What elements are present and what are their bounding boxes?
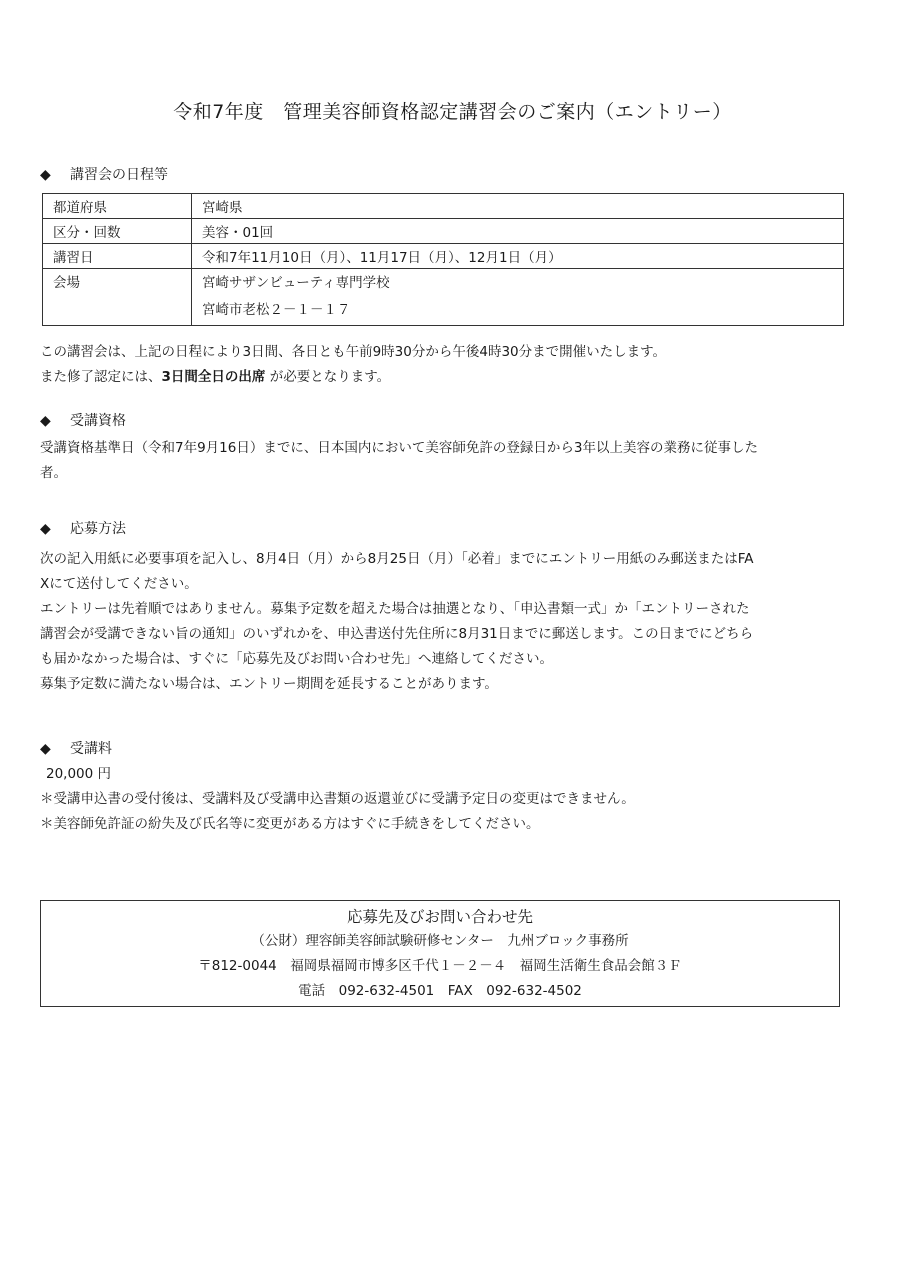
schedule-heading-text: 講習会の日程等 xyxy=(70,167,168,183)
table-value: 宮崎県 xyxy=(192,194,844,219)
contact-title: 応募先及びお問い合わせ先 xyxy=(346,908,533,926)
table-value: 令和7年11月10日（月）、11月17日（月）、12月1日（月） xyxy=(192,244,844,269)
contact-address: 〒812-0044 福岡県福岡市博多区千代１－２－４ 福岡生活衛生食品会館３Ｆ xyxy=(198,958,682,974)
schedule-note-2: また修了認定には、3日間全日の出席 が必要となります。 xyxy=(40,369,391,385)
schedule-heading xyxy=(40,164,168,184)
table-label: 講習日 xyxy=(43,244,192,269)
qualification-line-1: 受講資格基準日（令和7年9月16日）までに、日本国内において美容師免許の登録日から3年以上美容の業務に従事した xyxy=(40,440,758,456)
fee-heading-text: 受講料 xyxy=(70,741,112,757)
application-heading xyxy=(40,518,126,538)
venue-address: 宮崎市老松２－１－１７ xyxy=(202,302,351,318)
contact-phone: 電話 092-632-4501 FAX 092-632-4502 xyxy=(298,983,582,999)
table-row xyxy=(43,269,844,326)
schedule-notes xyxy=(40,340,850,390)
table-label: 会場 xyxy=(43,269,192,326)
diamond-bullet-icon: ◆ xyxy=(40,167,51,183)
diamond-bullet-icon: ◆ xyxy=(40,413,51,429)
fee-note: ＊受講申込書の受付後は、受講料及び受講申込書類の返還並びに受講予定日の変更はできません。 xyxy=(40,791,635,807)
page-title: 令和7年度 管理美容師資格認定講習会のご案内（エントリー） xyxy=(173,101,732,123)
schedule-note-1: この講習会は、上記の日程により3日間、各日とも午前9時30分から午後4時30分まで開催いたします。 xyxy=(40,344,667,360)
schedule-table xyxy=(42,193,844,326)
venue-cell xyxy=(192,269,844,326)
fee-text xyxy=(40,762,850,837)
application-line: 講習会が受講できない旨の通知」のいずれかを、申込書送付先住所に8月31日までに郵送します。この日までにどちら xyxy=(40,626,754,642)
application-line: エントリーは先着順ではありません。募集予定数を超えた場合は抽選となり、「申込書類一式」か「エントリーされた xyxy=(40,601,750,617)
table-row xyxy=(43,219,844,244)
table-label: 区分・回数 xyxy=(43,219,192,244)
application-line: も届かなかった場合は、すぐに「応募先及びお問い合わせ先」へ連絡してください。 xyxy=(40,651,553,667)
attendance-requirement: 3日間全日の出席 xyxy=(161,369,266,385)
table-row xyxy=(43,194,844,219)
diamond-bullet-icon: ◆ xyxy=(40,521,51,537)
qualification-heading-text: 受講資格 xyxy=(70,413,126,429)
application-heading-text: 応募方法 xyxy=(70,521,126,537)
table-value: 美容・01回 xyxy=(192,219,844,244)
diamond-bullet-icon: ◆ xyxy=(40,741,51,757)
qualification-heading xyxy=(40,410,126,430)
venue-name: 宮崎サザンビューティ専門学校 xyxy=(202,275,390,291)
application-line: 次の記入用紙に必要事項を記入し、8月4日（月）から8月25日（月）「必着」までにエントリー用紙のみ郵送またはFA xyxy=(40,551,754,567)
fee-note: ＊美容師免許証の紛失及び氏名等に変更がある方はすぐに手続きをしてください。 xyxy=(40,816,540,832)
qualification-text xyxy=(40,436,850,486)
application-line: 募集予定数に満たない場合は、エントリー期間を延長することがあります。 xyxy=(40,676,498,692)
fee-heading xyxy=(40,738,112,758)
table-row xyxy=(43,244,844,269)
fee-amount: 20,000 円 xyxy=(46,766,112,782)
contact-organization: （公財）理容師美容師試験研修センター 九州ブロック事務所 xyxy=(251,933,629,949)
qualification-line-2: 者。 xyxy=(40,465,67,481)
application-text xyxy=(40,547,850,697)
table-label: 都道府県 xyxy=(43,194,192,219)
application-line: Xにて送付してください。 xyxy=(40,576,198,592)
contact-box xyxy=(40,900,840,1007)
